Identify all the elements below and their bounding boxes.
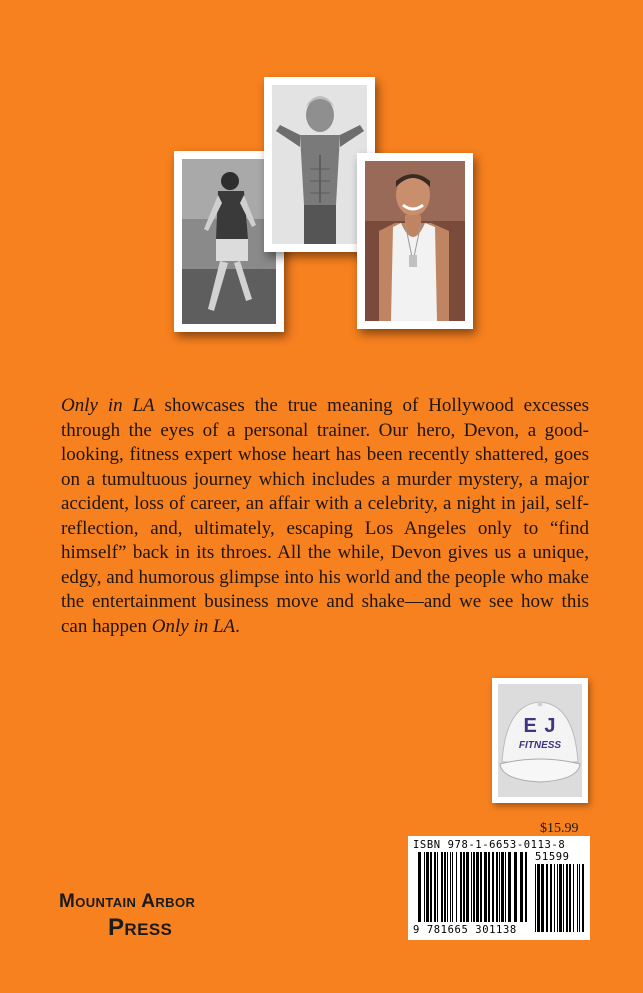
- description-text: showcases the true meaning of Hollywood excesses through the eyes of a personal trainer. Our hero, Devon, a good-looking, fitness expert whose heart has been recently shattered, goes on a tumultuous journey which includes a murder mystery, a major accident, loss of career, an affair with a celebrity, a night in jail, self-reflection, and, ultimately, escaping Los Angeles only to “find himself” back in its throes. All the while, Devon gives us a unique, edgy, and humorous glimpse into his world and the people who make the entertainment business move and shake—and we see how this can happen: [61, 395, 590, 637]
- barcode-bar: [501, 852, 504, 922]
- barcode-bar: [577, 864, 578, 932]
- book-title-italic: Only in LA: [61, 395, 155, 416]
- barcode-bar: [460, 852, 462, 922]
- shirtless-man-image: [272, 85, 367, 244]
- barcode-bar: [473, 852, 475, 922]
- isbn-text: ISBN 978-1-6653-0113-8: [413, 839, 566, 851]
- barcode-bar: [496, 852, 498, 922]
- barcode-bar: [444, 852, 446, 922]
- barcode-bar: [450, 852, 451, 922]
- barcode-bar: [447, 852, 448, 922]
- cap-image: [498, 684, 582, 797]
- barcode-bar: [508, 852, 511, 922]
- barcode-bar: [514, 852, 517, 922]
- barcode-bar: [573, 864, 574, 932]
- barcode-bar: [569, 864, 571, 932]
- barcode-bar: [488, 852, 490, 922]
- barcode-bar: [437, 852, 438, 922]
- barcode-bar: [480, 852, 482, 922]
- ej-fitness-cap-photo: [492, 678, 588, 803]
- barcode-bar: [541, 864, 544, 932]
- barcode-bar: [499, 852, 500, 922]
- barcode-bar: [559, 864, 562, 932]
- book-title-closing: Only in LA: [151, 615, 236, 637]
- cap-letters: E J: [523, 715, 557, 737]
- barcode-number: 9 781665 301138: [413, 924, 517, 936]
- publisher-name-line2: Press: [108, 914, 173, 941]
- barcode-bar: [434, 852, 436, 922]
- running-man-image: [182, 159, 276, 324]
- barcode-bar: [418, 852, 421, 922]
- barcode-bar: [484, 852, 487, 922]
- barcode-bar: [546, 864, 548, 932]
- barcode-bar: [452, 852, 453, 922]
- barcode-bar: [579, 864, 580, 932]
- barcode-bar: [537, 864, 540, 932]
- barcode-bar: [554, 864, 555, 932]
- ean-bars: [418, 852, 528, 927]
- barcode-bar: [476, 852, 479, 922]
- barcode-bar: [535, 864, 536, 932]
- barcode-bar: [441, 852, 443, 922]
- book-description: [61, 394, 589, 639]
- author-photo-tank-top: [357, 153, 473, 329]
- price-label: $15.99: [540, 821, 579, 836]
- barcode-bar: [563, 864, 564, 932]
- barcode-bar: [471, 852, 472, 922]
- addon-bars: [535, 864, 585, 936]
- barcode-bar: [424, 852, 425, 922]
- barcode-bar: [566, 864, 568, 932]
- addon-code: 51599: [535, 851, 570, 863]
- publisher-name-line1: Mountain Arbor: [59, 891, 196, 912]
- barcode-bar: [426, 852, 429, 922]
- cap-word: FITNESS: [518, 740, 562, 751]
- barcode-bar: [492, 852, 494, 922]
- smiling-man-image: [365, 161, 465, 321]
- barcode-bar: [557, 864, 558, 932]
- barcode-bar: [582, 864, 584, 932]
- closing-period: .: [235, 615, 240, 637]
- barcode-bar: [466, 852, 469, 922]
- barcode-bar: [456, 852, 457, 922]
- isbn-barcode: [408, 836, 590, 940]
- barcode-bar: [505, 852, 506, 922]
- barcode-bar: [520, 852, 523, 922]
- barcode-bar: [525, 852, 527, 922]
- barcode-bar: [463, 852, 465, 922]
- barcode-bar: [550, 864, 552, 932]
- barcode-bar: [430, 852, 432, 922]
